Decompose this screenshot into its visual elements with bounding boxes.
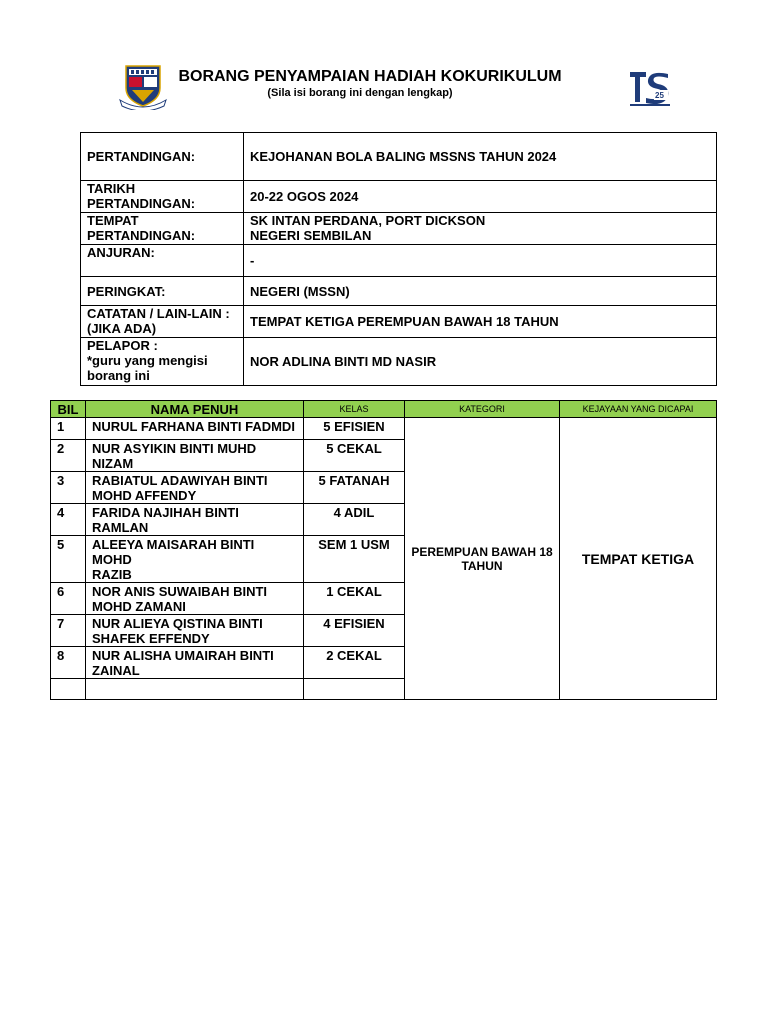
header-bil: BIL — [51, 401, 86, 418]
peringkat-label: PERINGKAT: — [81, 277, 244, 306]
kategori-line2: TAHUN — [461, 559, 503, 573]
row-kelas: 5 EFISIEN — [304, 418, 405, 440]
info-row-peringkat — [81, 277, 717, 306]
tarikh-label — [81, 181, 244, 213]
row-nama-line1: FARIDA NAJIHAH BINTI RAMLAN — [92, 505, 239, 535]
peringkat-value: NEGERI (MSSN) — [244, 277, 717, 306]
info-row-tempat — [81, 213, 717, 245]
header-kejayaan: KEJAYAAN YANG DICAPAI — [560, 401, 717, 418]
row-nama-line2: SHAFEK EFFENDY — [92, 631, 210, 646]
catatan-label-line1: CATATAN / LAIN-LAIN : — [87, 306, 230, 321]
kategori-line1: PEREMPUAN BAWAH 18 — [411, 545, 553, 559]
tempat-value-line2: NEGERI SEMBILAN — [250, 228, 372, 243]
row-nama-line2: NIZAM — [92, 456, 134, 471]
info-row-pelapor — [81, 338, 717, 386]
row-nama — [86, 440, 304, 472]
row-nama-line2: ZAINAL — [92, 663, 140, 678]
document-title: BORANG PENYAMPAIAN HADIAH KOKURIKULUM — [178, 68, 562, 85]
row-nama-line1: NOR ANIS SUWAIBAH BINTI — [92, 584, 268, 599]
row-nama-line1: NUR ASYIKIN BINTI MUHD — [92, 441, 257, 456]
anjuran-label: ANJURAN: — [81, 245, 244, 277]
row-bil: 4 — [51, 504, 86, 536]
ts25-logo-icon — [628, 68, 672, 108]
tempat-label-line2: PERTANDINGAN: — [87, 228, 196, 243]
row-nama-line2: MOHD AFFENDY — [92, 488, 197, 503]
catatan-label-line2: (JIKA ADA) — [87, 321, 157, 336]
row-nama — [86, 536, 304, 583]
info-row-anjuran — [81, 245, 717, 277]
row-nama-line1: ALEEYA MAISARAH BINTI MOHD — [92, 537, 255, 567]
tempat-label — [81, 213, 244, 245]
row-nama-line2: MOHD ZAMANI — [92, 599, 186, 614]
row-bil: 6 — [51, 583, 86, 615]
list-header-row — [51, 401, 717, 418]
row-nama-line2: RAZIB — [92, 567, 132, 582]
row-bil: 5 — [51, 536, 86, 583]
pelapor-label-line3: borang ini — [87, 368, 150, 383]
pelapor-label-line2: *guru yang mengisi — [87, 353, 208, 368]
kategori-cell — [405, 418, 560, 700]
row-kelas-empty — [304, 679, 405, 700]
pertandingan-label: PERTANDINGAN: — [81, 133, 244, 181]
header-kelas: KELAS — [304, 401, 405, 418]
row-bil: 7 — [51, 615, 86, 647]
table-row — [51, 418, 717, 440]
catatan-value: TEMPAT KETIGA PEREMPUAN BAWAH 18 TAHUN — [244, 306, 717, 338]
tarikh-value: 20-22 OGOS 2024 — [244, 181, 717, 213]
competition-info-table — [80, 132, 717, 386]
row-bil-empty — [51, 679, 86, 700]
row-kelas: SEM 1 USM — [304, 536, 405, 583]
tarikh-label-line2: PERTANDINGAN: — [87, 196, 196, 211]
row-nama — [86, 472, 304, 504]
row-nama-line1: NUR ALIEYA QISTINA BINTI — [92, 616, 263, 631]
row-kelas: 2 CEKAL — [304, 647, 405, 679]
tempat-label-line1: TEMPAT — [87, 213, 139, 228]
tarikh-label-line1: TARIKH — [87, 181, 136, 196]
pelapor-value: NOR ADLINA BINTI MD NASIR — [244, 338, 717, 386]
catatan-label — [81, 306, 244, 338]
row-nama — [86, 615, 304, 647]
info-row-tarikh — [81, 181, 717, 213]
pelapor-label — [81, 338, 244, 386]
header-nama: NAMA PENUH — [86, 401, 304, 418]
header-kategori: KATEGORI — [405, 401, 560, 418]
pelapor-label-line1: PELAPOR : — [87, 338, 158, 353]
row-nama-line1: RABIATUL ADAWIYAH BINTI — [92, 473, 268, 488]
row-kelas: 5 FATANAH — [304, 472, 405, 504]
row-bil: 3 — [51, 472, 86, 504]
row-kelas: 5 CEKAL — [304, 440, 405, 472]
info-row-catatan — [81, 306, 717, 338]
row-nama-line1: NURUL FARHANA BINTI FADMDI — [92, 419, 295, 434]
kejayaan-cell: TEMPAT KETIGA — [560, 418, 717, 700]
row-bil: 8 — [51, 647, 86, 679]
info-row-pertandingan — [81, 133, 717, 181]
row-nama — [86, 504, 304, 536]
row-nama — [86, 647, 304, 679]
document-subtitle: (Sila isi borang ini dengan lengkap) — [267, 87, 453, 99]
anjuran-value: - — [244, 245, 717, 277]
tempat-value — [244, 213, 717, 245]
tempat-value-line1: SK INTAN PERDANA, PORT DICKSON — [250, 213, 486, 228]
row-bil: 2 — [51, 440, 86, 472]
svg-text:25: 25 — [655, 91, 664, 100]
row-nama-empty — [86, 679, 304, 700]
row-kelas: 1 CEKAL — [304, 583, 405, 615]
row-kelas: 4 ADIL — [304, 504, 405, 536]
row-nama-line1: NUR ALISHA UMAIRAH BINTI — [92, 648, 274, 663]
row-bil: 1 — [51, 418, 86, 440]
row-kelas: 4 EFISIEN — [304, 615, 405, 647]
pertandingan-value: KEJOHANAN BOLA BALING MSSNS TAHUN 2024 — [244, 133, 717, 181]
participant-list-table — [50, 400, 717, 700]
row-nama — [86, 418, 304, 440]
row-nama — [86, 583, 304, 615]
